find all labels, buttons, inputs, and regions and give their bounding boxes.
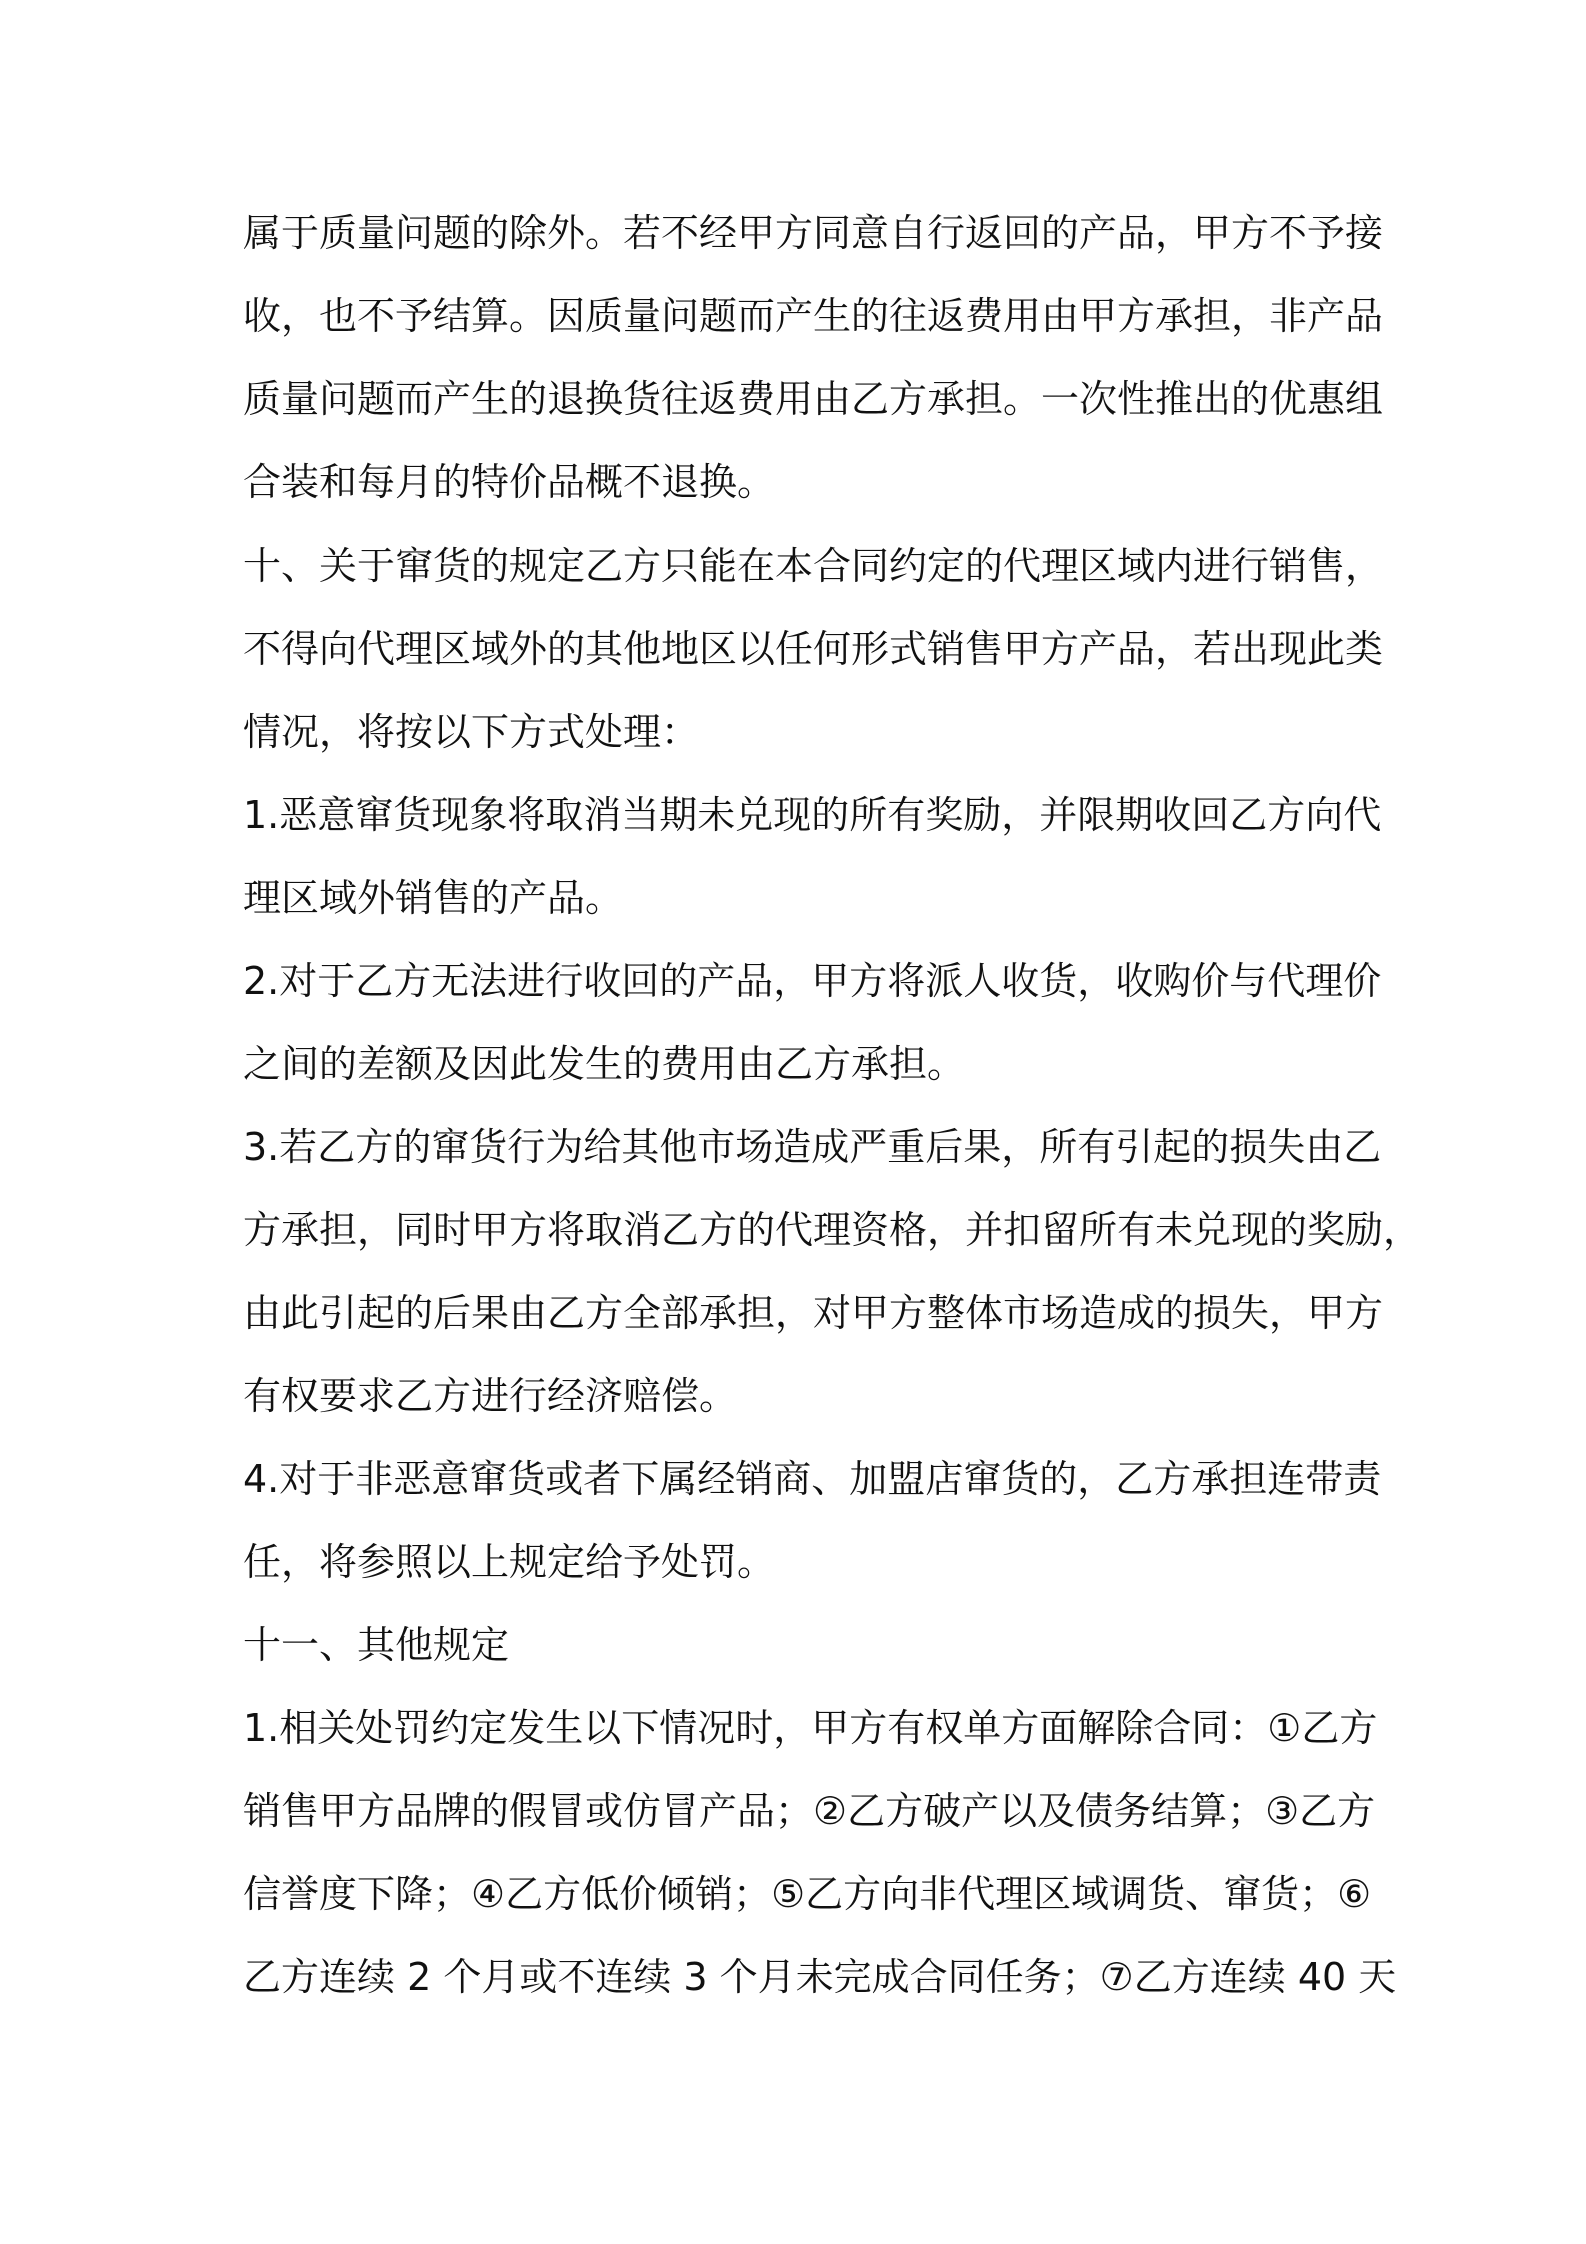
text-line: 由此引起的后果由乙方全部承担，对甲方整体市场造成的损失，甲方: [243, 1291, 1384, 1335]
text-line: 理区域外销售的产品。: [243, 876, 624, 920]
text-line: 任，将参照以上规定给予处罚。: [243, 1540, 776, 1584]
text-line: 不得向代理区域外的其他地区以任何形式销售甲方产品，若出现此类: [243, 627, 1384, 671]
list-item: 4.对于非恶意窜货或者下属经销商、加盟店窜货的，乙方承担连带责: [243, 1457, 1382, 1501]
text-line: 属于质量问题的除外。若不经甲方同意自行返回的产品，甲方不予接: [243, 211, 1384, 255]
text-line: 有权要求乙方进行经济赔偿。: [243, 1374, 738, 1418]
text-line: 信誉度下降；④乙方低价倾销；⑤乙方向非代理区域调货、窜货；⑥: [243, 1872, 1372, 1916]
list-item: 3.若乙方的窜货行为给其他市场造成严重后果，所有引起的损失由乙: [243, 1125, 1382, 1169]
text-line: 方承担，同时甲方将取消乙方的代理资格，并扣留所有未兑现的奖励，: [243, 1208, 1422, 1252]
list-item: 1.相关处罚约定发生以下情况时，甲方有权单方面解除合同：①乙方: [243, 1706, 1378, 1750]
text-line: 乙方连续 2 个月或不连续 3 个月未完成合同任务；⑦乙方连续 40 天: [243, 1955, 1397, 1999]
text-line: 情况，将按以下方式处理：: [243, 710, 700, 754]
text-line: 合装和每月的特价品概不退换。: [243, 460, 776, 504]
text-line: 收，也不予结算。因质量问题而产生的往返费用由甲方承担，非产品: [243, 294, 1384, 338]
section-heading-10: 十、关于窜货的规定乙方只能在本合同约定的代理区域内进行销售，: [243, 544, 1384, 588]
list-item: 2.对于乙方无法进行收回的产品，甲方将派人收货，收购价与代理价: [243, 959, 1382, 1003]
text-line: 销售甲方品牌的假冒或仿冒产品；②乙方破产以及债务结算；③乙方: [243, 1789, 1376, 1833]
list-item: 1.恶意窜货现象将取消当期未兑现的所有奖励，并限期收回乙方向代: [243, 793, 1382, 837]
text-line: 之间的差额及因此发生的费用由乙方承担。: [243, 1042, 966, 1086]
text-line: 质量问题而产生的退换货往返费用由乙方承担。一次性推出的优惠组: [243, 377, 1384, 421]
section-heading-11: 十一、其他规定: [243, 1623, 510, 1667]
